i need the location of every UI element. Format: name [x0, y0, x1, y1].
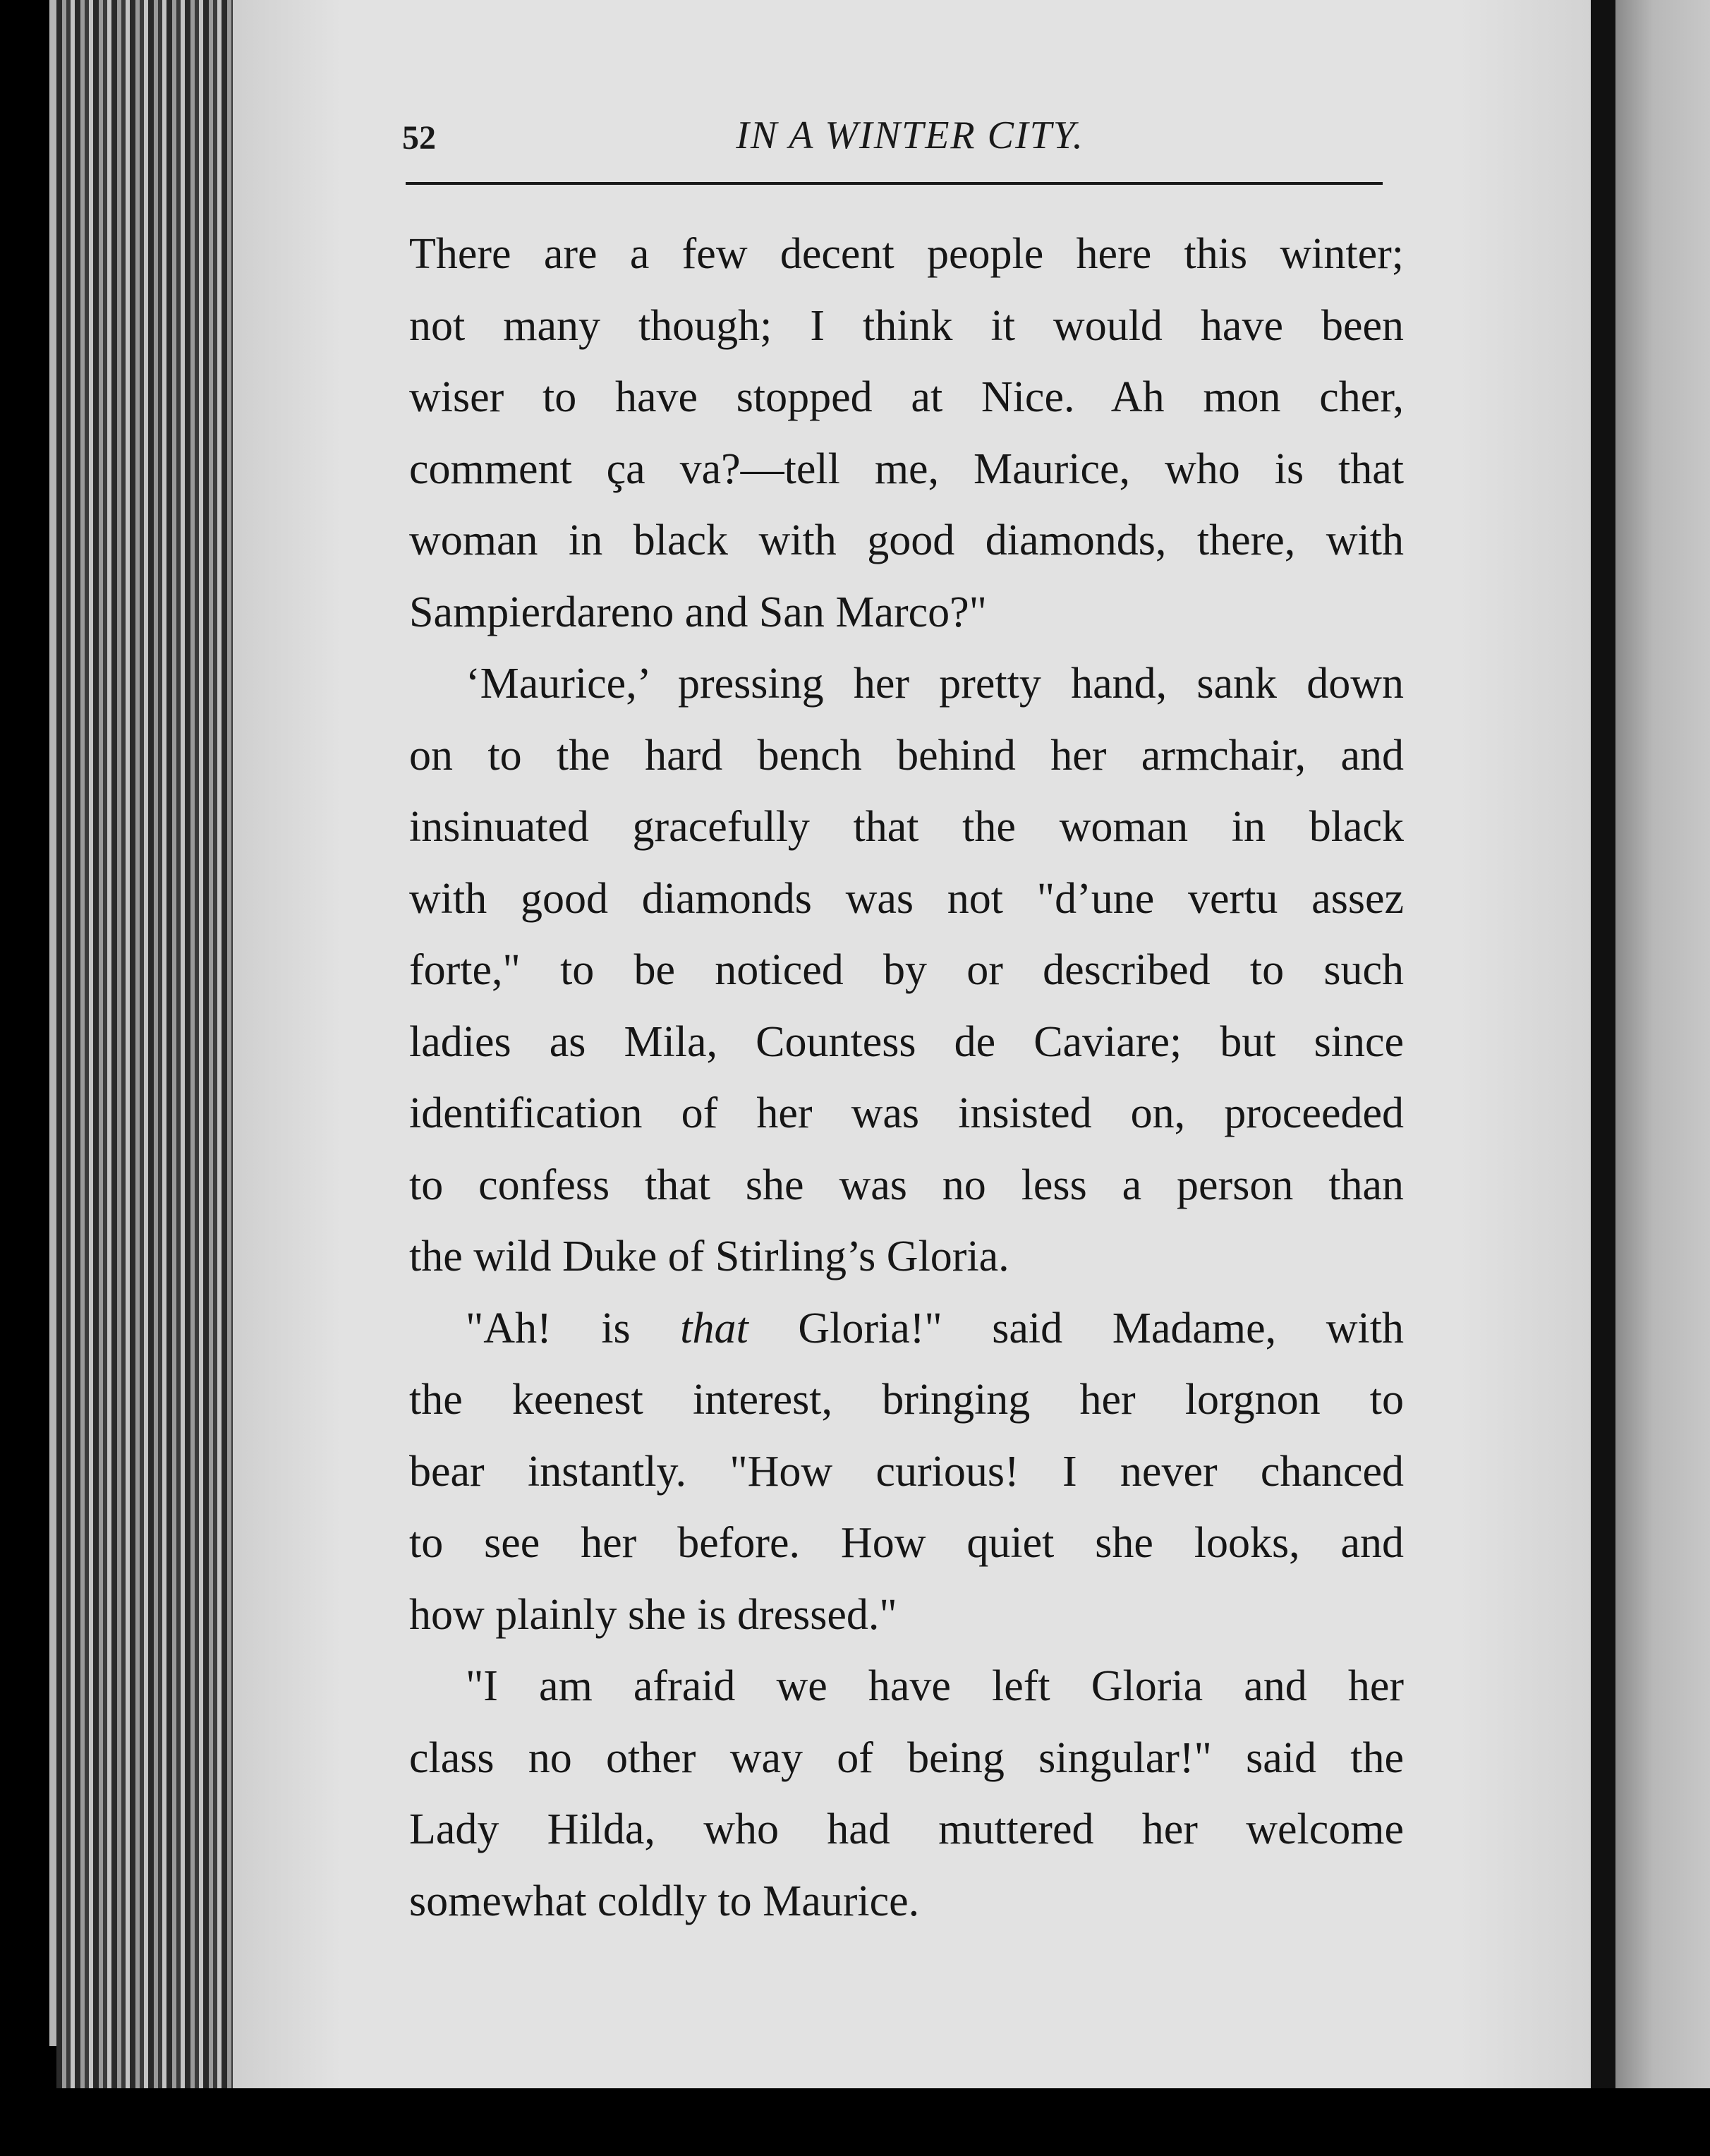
facing-page-edge — [1615, 0, 1710, 2156]
header-rule — [406, 182, 1383, 185]
text-line: wiser to have stopped at Nice. Ah mon cher, — [409, 373, 1404, 421]
text-line: not many though; I think it would have been — [409, 301, 1404, 350]
text-line: comment ça va?—tell me, Maurice, who is that — [409, 444, 1404, 493]
text-line: to confess that she was no less a person than — [409, 1161, 1404, 1209]
running-head — [395, 106, 1397, 162]
text-segment: "Ah! is — [466, 1304, 681, 1352]
stacked-page-edges — [56, 0, 240, 2088]
text-line: insinuated gracefully that the woman in black — [409, 803, 1404, 851]
text-line: identification of her was insisted on, proceeded — [409, 1089, 1404, 1137]
page-number: 52 — [402, 119, 436, 157]
running-title: IN A WINTER CITY. — [736, 114, 1084, 157]
text-line-mixed — [409, 1293, 1404, 1365]
text-line: how plainly she is dressed." — [409, 1590, 897, 1639]
text-segment: Gloria!" said Madame, with — [748, 1304, 1404, 1352]
text-line: somewhat coldly to Maurice. — [409, 1877, 920, 1925]
body-text — [409, 219, 1404, 1937]
italic-word: that — [680, 1304, 748, 1352]
text-line: ‘Maurice,’ pressing her pretty hand, sank down — [466, 660, 1404, 708]
text-line: Sampierdareno and San Marco?" — [409, 588, 987, 636]
text-line: on to the hard bench behind her armchair, and — [409, 731, 1404, 780]
text-line: class no other way of being singular!" said the — [409, 1733, 1404, 1782]
text-line: "I am afraid we have left Gloria and her — [466, 1662, 1404, 1710]
text-line: ladies as Mila, Countess de Caviare; but since — [409, 1017, 1404, 1066]
text-line: Lady Hilda, who had muttered her welcome — [409, 1805, 1404, 1853]
text-line: the wild Duke of Stirling’s Gloria. — [409, 1233, 1009, 1280]
text-line: to see her before. How quiet she looks, and — [409, 1519, 1404, 1567]
text-line: bear instantly. "How curious! I never chanced — [409, 1447, 1404, 1496]
text-line: with good diamonds was not "d’une vertu assez — [409, 874, 1404, 923]
text-line: There are a few decent people here this winter; — [409, 230, 1404, 278]
text-line: the keenest interest, bringing her lorgnon to — [409, 1376, 1404, 1424]
text-line: forte," to be noticed by or described to such — [409, 946, 1404, 994]
text-line: woman in black with good diamonds, there, with — [409, 516, 1404, 564]
scan-border — [0, 2088, 1710, 2156]
